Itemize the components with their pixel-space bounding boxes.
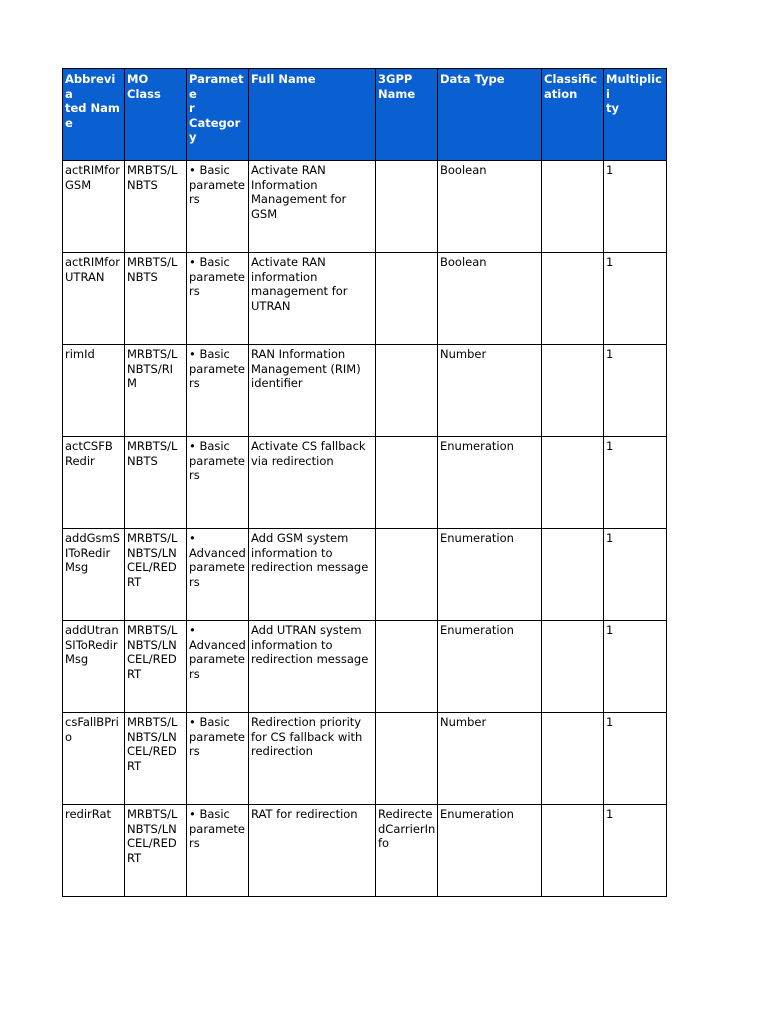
cell-full-name: Activate RAN information management for UTRAN: [249, 253, 376, 345]
cell-full-name: Add GSM system information to redirection message: [249, 529, 376, 621]
header-multiplicity: Multiplici ty: [604, 69, 667, 161]
cell-abbreviated-name: redirRat: [63, 805, 125, 897]
cell-abbreviated-name: actRIMfor GSM: [63, 161, 125, 253]
cell-data-type: Enumeration: [438, 529, 542, 621]
cell-classification: [542, 161, 604, 253]
cell-abbreviated-name: actRIMfor UTRAN: [63, 253, 125, 345]
table-row: [63, 345, 667, 437]
cell-classification: [542, 529, 604, 621]
cell-3gpp-name: [376, 161, 438, 253]
cell-mo-class: MRBTS/L NBTS/LN CEL/RED RT: [125, 713, 187, 805]
cell-data-type: Boolean: [438, 253, 542, 345]
cell-full-name: Redirection priority for CS fallback with redirection: [249, 713, 376, 805]
table-row: [63, 437, 667, 529]
cell-full-name: Activate CS fallback via redirection: [249, 437, 376, 529]
header-data-type: Data Type: [438, 69, 542, 161]
header-full-name: Full Name: [249, 69, 376, 161]
cell-full-name: Add UTRAN system information to redirection message: [249, 621, 376, 713]
cell-mo-class: MRBTS/L NBTS/LN CEL/RED RT: [125, 805, 187, 897]
cell-mo-class: MRBTS/L NBTS: [125, 161, 187, 253]
table-row: [63, 621, 667, 713]
cell-data-type: Number: [438, 713, 542, 805]
table-row: [63, 713, 667, 805]
cell-mo-class: MRBTS/L NBTS/LN CEL/RED RT: [125, 621, 187, 713]
cell-data-type: Boolean: [438, 161, 542, 253]
cell-data-type: Enumeration: [438, 805, 542, 897]
cell-parameter-category: • Basic paramete rs: [187, 713, 249, 805]
cell-mo-class: MRBTS/L NBTS/RI M: [125, 345, 187, 437]
cell-3gpp-name: [376, 345, 438, 437]
cell-abbreviated-name: csFallBPri o: [63, 713, 125, 805]
cell-parameter-category: • Basic paramete rs: [187, 253, 249, 345]
cell-3gpp-name: [376, 529, 438, 621]
cell-mo-class: MRBTS/L NBTS: [125, 437, 187, 529]
cell-classification: [542, 437, 604, 529]
table-row: [63, 253, 667, 345]
cell-classification: [542, 621, 604, 713]
cell-classification: [542, 713, 604, 805]
cell-parameter-category: • Basic paramete rs: [187, 805, 249, 897]
cell-classification: [542, 345, 604, 437]
cell-multiplicity: 1: [604, 437, 667, 529]
cell-full-name: RAT for redirection: [249, 805, 376, 897]
cell-abbreviated-name: addGsmS IToRedir Msg: [63, 529, 125, 621]
cell-multiplicity: 1: [604, 805, 667, 897]
cell-data-type: Number: [438, 345, 542, 437]
cell-full-name: RAN Information Management (RIM) identifier: [249, 345, 376, 437]
table-row: [63, 805, 667, 897]
header-3gpp-name: 3GPP Name: [376, 69, 438, 161]
header-abbreviated-name: Abbrevia ted Name: [63, 69, 125, 161]
cell-abbreviated-name: actCSFB Redir: [63, 437, 125, 529]
cell-3gpp-name: [376, 253, 438, 345]
cell-abbreviated-name: addUtran SIToRedir Msg: [63, 621, 125, 713]
cell-3gpp-name: [376, 713, 438, 805]
cell-parameter-category: • Basic paramete rs: [187, 345, 249, 437]
cell-multiplicity: 1: [604, 345, 667, 437]
cell-multiplicity: 1: [604, 253, 667, 345]
cell-full-name: Activate RAN Information Management for GSM: [249, 161, 376, 253]
header-classification: Classific ation: [542, 69, 604, 161]
table-header-row: [63, 69, 667, 161]
cell-multiplicity: 1: [604, 529, 667, 621]
cell-multiplicity: 1: [604, 713, 667, 805]
cell-abbreviated-name: rimId: [63, 345, 125, 437]
cell-parameter-category: • Basic paramete rs: [187, 437, 249, 529]
cell-multiplicity: 1: [604, 621, 667, 713]
cell-classification: [542, 253, 604, 345]
cell-data-type: Enumeration: [438, 437, 542, 529]
cell-parameter-category: • Advanced paramete rs: [187, 529, 249, 621]
cell-mo-class: MRBTS/L NBTS/LN CEL/RED RT: [125, 529, 187, 621]
cell-classification: [542, 805, 604, 897]
cell-mo-class: MRBTS/L NBTS: [125, 253, 187, 345]
cell-data-type: Enumeration: [438, 621, 542, 713]
cell-parameter-category: • Advanced paramete rs: [187, 621, 249, 713]
header-mo-class: MO Class: [125, 69, 187, 161]
table-row: [63, 161, 667, 253]
cell-parameter-category: • Basic paramete rs: [187, 161, 249, 253]
cell-3gpp-name: Redirecte dCarrierIn fo: [376, 805, 438, 897]
cell-3gpp-name: [376, 437, 438, 529]
header-parameter-category: Paramete r Category: [187, 69, 249, 161]
table-row: [63, 529, 667, 621]
cell-3gpp-name: [376, 621, 438, 713]
cell-multiplicity: 1: [604, 161, 667, 253]
parameter-table: [62, 68, 667, 897]
